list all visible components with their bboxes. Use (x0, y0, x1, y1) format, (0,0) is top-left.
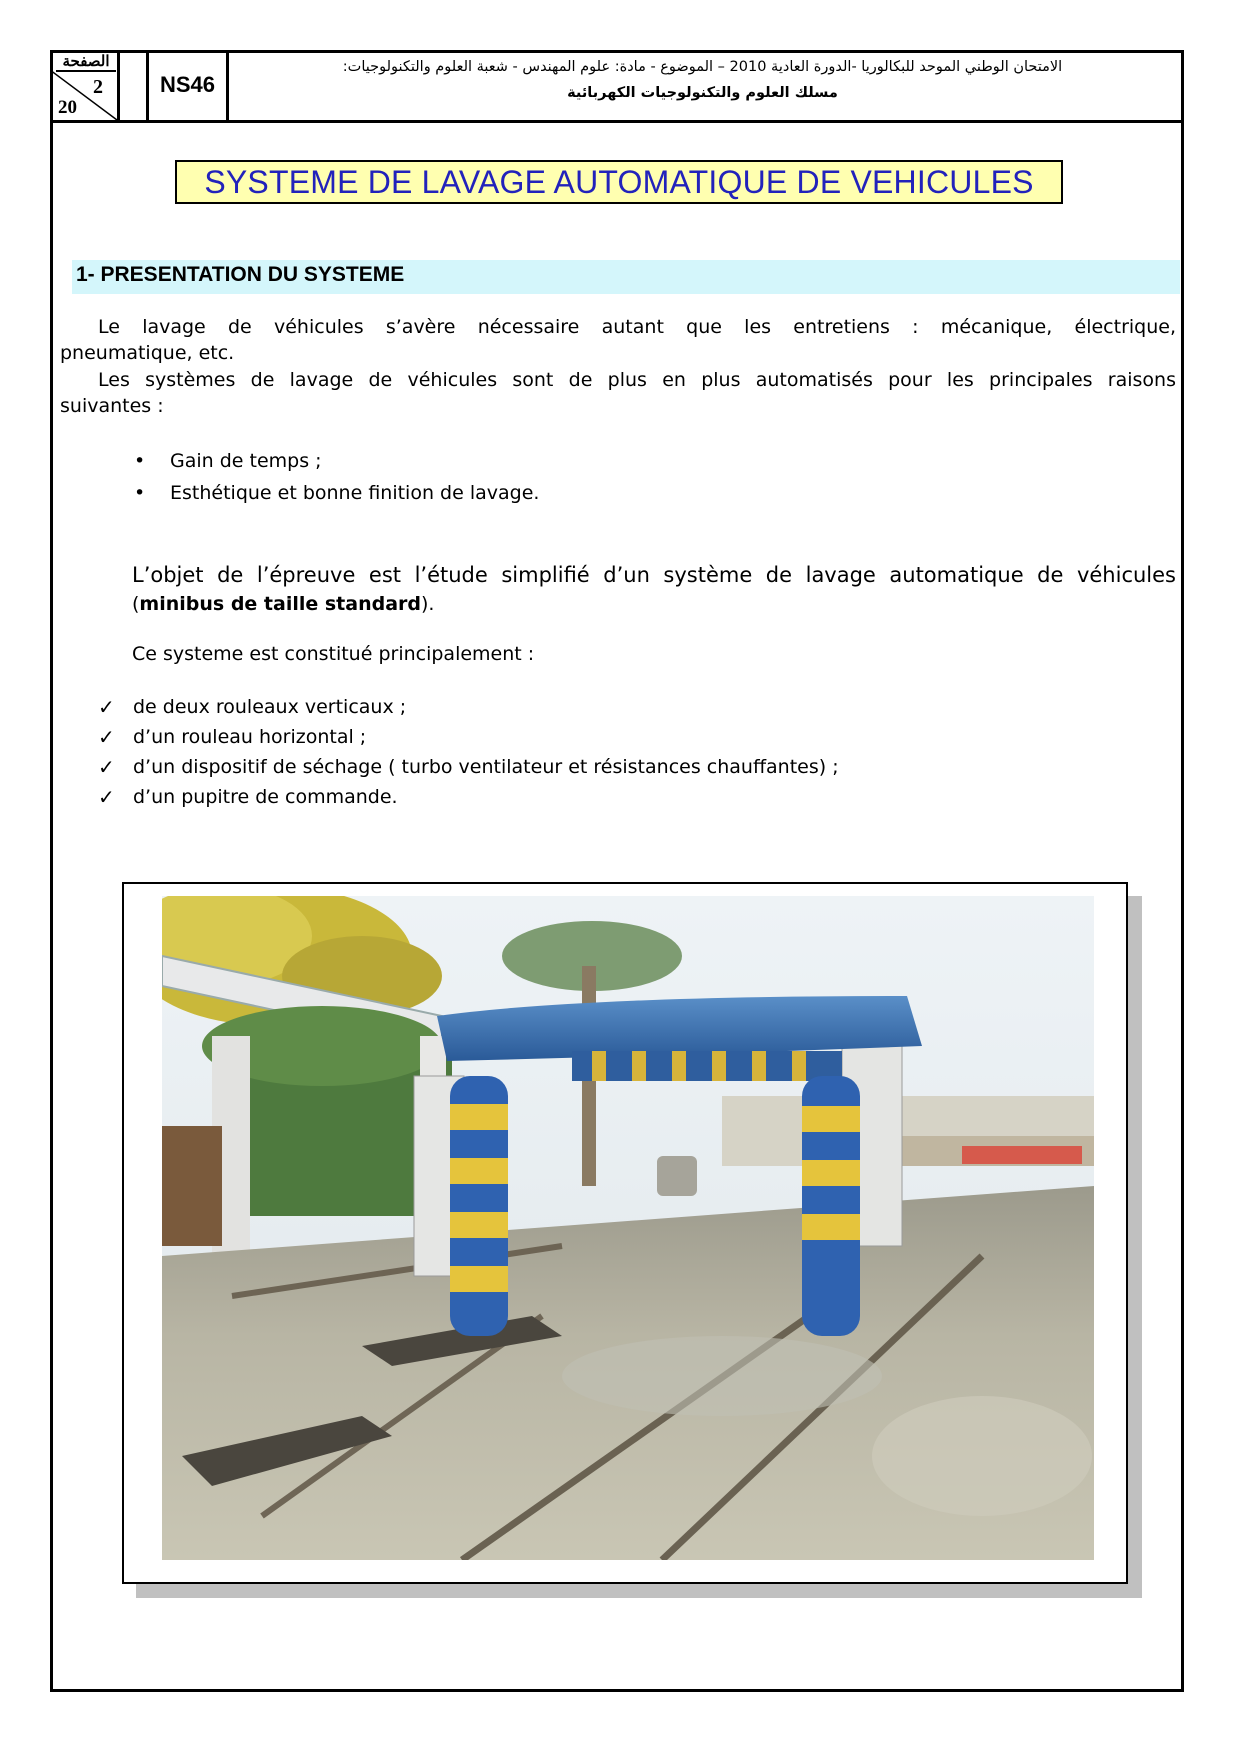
check-icon: ✓ (98, 725, 115, 749)
list-item: Esthétique et bonne finition de lavage. (170, 482, 540, 504)
car-wash-photo (162, 896, 1094, 1560)
section-heading: 1- PRESENTATION DU SYSTEME (76, 263, 405, 286)
list-item: d’un rouleau horizontal ; (133, 726, 367, 748)
check-icon: ✓ (98, 755, 115, 779)
bullet-icon: • (134, 482, 146, 504)
reasons-line-2: suivantes : (60, 395, 164, 417)
list-item: d’un dispositif de séchage ( turbo ventilateur et résistances chauffantes) ; (133, 756, 839, 778)
check-icon: ✓ (98, 785, 115, 809)
composition-intro: Ce systeme est constitué principalement : (132, 643, 535, 665)
intro-line-1: Le lavage de véhicules s’avère nécessaire autant que les entretiens : mécanique, électrique, (98, 316, 1176, 338)
exam-title (240, 54, 1165, 106)
objective-bold: minibus de taille standard (139, 593, 421, 615)
reasons-line-1: Les systèmes de lavage de véhicules sont de plus en plus automatisés pour les principales raisons (98, 369, 1176, 391)
exam-header (50, 50, 1184, 123)
list-item: d’un pupitre de commande. (133, 786, 398, 808)
page-current: 2 (93, 76, 103, 98)
page-number-box (50, 50, 120, 120)
list-item: de deux rouleaux verticaux ; (133, 696, 407, 718)
page-label: الصفحة (56, 52, 116, 72)
exam-code: NS46 (146, 50, 229, 120)
exam-title-line2: مسلك العلوم والتكنولوجيات الكهربائية (567, 85, 838, 101)
section-heading-bar (72, 260, 1180, 294)
objective-line-1: L’objet de l’épreuve est l’étude simplifié d’un système de lavage automatique de véhicules (132, 563, 1176, 587)
exam-title-line1: الامتحان الوطني الموحد للبكالوريا -الدورة العادية 2010 – الموضوع - مادة: علوم المهندس - شعبة العلوم والتكنولوجيات: (342, 59, 1063, 75)
objective-close: ). (421, 593, 435, 615)
page-total: 20 (58, 97, 77, 118)
intro-line-2: pneumatique, etc. (60, 342, 235, 364)
objective-open: ( (132, 593, 140, 615)
check-icon: ✓ (98, 695, 115, 719)
objective-line-2 (132, 591, 434, 617)
page-title: SYSTEME DE LAVAGE AUTOMATIQUE DE VEHICULES (175, 160, 1063, 204)
bullet-icon: • (134, 450, 146, 472)
list-item: Gain de temps ; (170, 450, 322, 472)
